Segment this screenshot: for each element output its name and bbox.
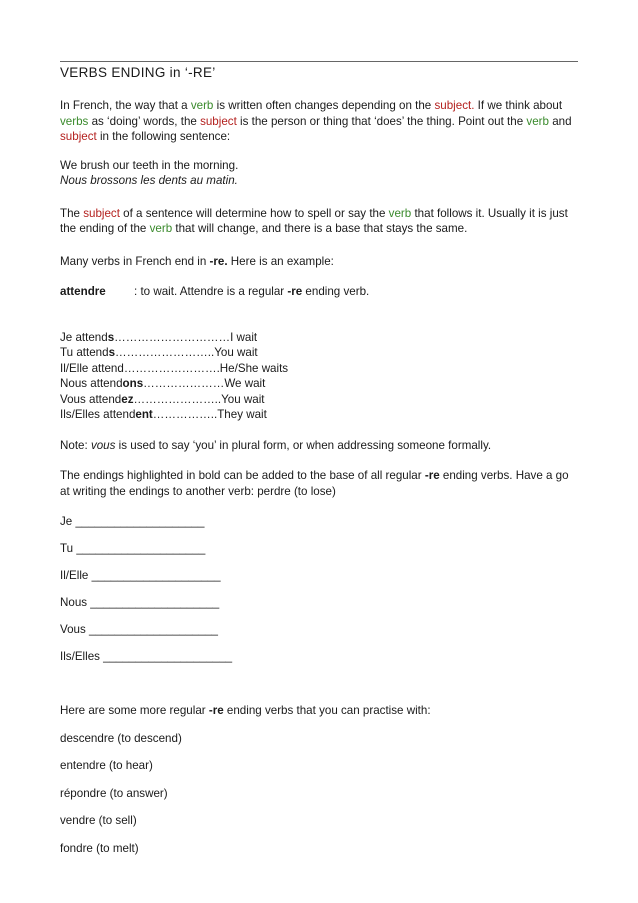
paragraph-text: of a sentence will determine how to spell or say the xyxy=(119,206,389,220)
paragraph-text: Here are some more regular xyxy=(60,704,209,717)
intro-text: in the following sentence: xyxy=(96,130,231,143)
english-meaning: You wait xyxy=(214,346,258,359)
dot-leader: ………………………… xyxy=(114,330,231,344)
verb-word: verbs xyxy=(60,114,89,128)
english-meaning: I wait xyxy=(230,330,258,344)
verb-base: Nous attend xyxy=(60,377,123,390)
intro-paragraph xyxy=(60,98,580,145)
more-verbs-intro xyxy=(60,703,580,719)
worksheet-body xyxy=(60,98,580,868)
endings-instruction xyxy=(60,468,580,499)
dot-leader: …………….. xyxy=(152,408,218,421)
paragraph-text: that follows it. Usually it is just the ending of the xyxy=(60,206,568,235)
dot-leader: ………………… xyxy=(143,377,225,390)
note-text: is used to say ‘you’ in plural form, or when addressing someone formally. xyxy=(115,438,492,452)
paragraph-text: that will change, and there is a base that stays the same. xyxy=(172,222,468,235)
definition-term: attendre xyxy=(60,285,106,298)
note-label: Note: xyxy=(60,438,91,452)
verb-ending: s xyxy=(108,346,116,359)
verb-ending: ez xyxy=(121,392,134,406)
conjugation-table xyxy=(60,330,580,423)
blank-je[interactable]: Je ____________________ xyxy=(60,515,205,528)
paragraph-text: Many verbs in French end in xyxy=(60,254,210,268)
list-item: vendre (to sell) xyxy=(60,814,137,827)
verb-ending: ons xyxy=(122,377,144,390)
verb-word: verb xyxy=(388,206,412,220)
definition-text: : to wait. Attendre is a regular xyxy=(134,285,288,298)
dot-leader: …………………….. xyxy=(115,346,215,359)
italic-word: vous xyxy=(90,438,116,452)
paragraph-text: The xyxy=(60,206,84,220)
list-item: entendre (to hear) xyxy=(60,759,153,772)
sentence-english: We brush our teeth in the morning. xyxy=(60,158,239,172)
verbs-list xyxy=(60,731,580,857)
conjugation-row xyxy=(60,376,580,392)
intro-text: as ‘doing’ words, the xyxy=(88,114,201,128)
note-paragraph xyxy=(60,438,580,454)
conjugation-row xyxy=(60,330,580,346)
verb-base: Tu attend xyxy=(60,346,109,359)
bold-ending: -re xyxy=(208,704,224,717)
verb-ending: s xyxy=(107,330,115,344)
verb-base: Je attend xyxy=(60,330,108,344)
conjugation-row xyxy=(60,361,580,377)
example-sentence xyxy=(60,158,580,189)
blank-tu[interactable]: Tu ____________________ xyxy=(60,542,206,555)
intro-text: is written often changes depending on the xyxy=(213,99,435,112)
list-item: répondre (to answer) xyxy=(60,786,168,800)
subject-word: subject xyxy=(200,114,237,128)
conjugation-row xyxy=(60,407,580,423)
paragraph-text: ending verbs that you can practise with: xyxy=(223,704,431,717)
english-meaning: They wait xyxy=(217,408,267,421)
subject-word: subject xyxy=(83,206,120,220)
english-meaning: You wait xyxy=(221,392,265,406)
bold-ending: -re. xyxy=(209,254,228,268)
intro-text: If we think about xyxy=(474,99,563,112)
many-verbs-paragraph xyxy=(60,254,580,270)
intro-text: In French, the way that a xyxy=(60,99,191,112)
definition-text: ending verb. xyxy=(302,285,370,298)
conjugation-row xyxy=(60,392,580,408)
verb-base: Vous attend xyxy=(60,392,122,406)
verb-base: Il/Elle attend xyxy=(60,361,124,375)
attendre-definition xyxy=(60,284,580,300)
blank-vous[interactable]: Vous ____________________ xyxy=(60,623,218,636)
blank-il-elle[interactable]: Il/Elle ____________________ xyxy=(60,569,221,582)
verb-word: verb xyxy=(149,222,173,235)
bold-ending: -re xyxy=(424,469,440,482)
top-rule xyxy=(60,61,578,62)
subject-word: subject xyxy=(60,130,97,143)
subject-paragraph xyxy=(60,206,580,237)
verb-word: verb xyxy=(190,99,214,112)
bold-ending: -re xyxy=(287,285,303,298)
verb-base: Ils/Elles attend xyxy=(60,408,136,421)
paragraph-text: The endings highlighted in bold can be added to the base of all regular xyxy=(60,469,425,482)
list-item: fondre (to melt) xyxy=(60,841,139,855)
page-title: VERBS ENDING in ‘-RE’ xyxy=(60,65,216,80)
intro-text: is the person or thing that ‘does’ the thing. Point out the xyxy=(236,114,527,128)
practice-blanks xyxy=(60,514,580,664)
blank-ils-elles[interactable]: Ils/Elles ____________________ xyxy=(60,650,233,663)
conjugation-row xyxy=(60,345,580,361)
intro-text: and xyxy=(548,114,572,128)
verb-word: verb xyxy=(526,114,549,128)
blank-nous[interactable]: Nous ____________________ xyxy=(60,596,220,609)
verb-ending: ent xyxy=(135,408,153,421)
dot-leader: ……………………. xyxy=(123,361,220,375)
dot-leader: ………………….. xyxy=(133,392,222,406)
english-meaning: We wait xyxy=(224,377,266,390)
sentence-french: Nous brossons les dents au matin. xyxy=(60,174,238,187)
english-meaning: He/She waits xyxy=(219,361,289,375)
subject-word: subject. xyxy=(434,99,475,112)
paragraph-text: ending verbs. Have a go at writing the endings to another verb: perdre (to lose) xyxy=(60,469,569,498)
list-item: descendre (to descend) xyxy=(60,731,182,745)
paragraph-text: Here is an example: xyxy=(227,254,334,268)
